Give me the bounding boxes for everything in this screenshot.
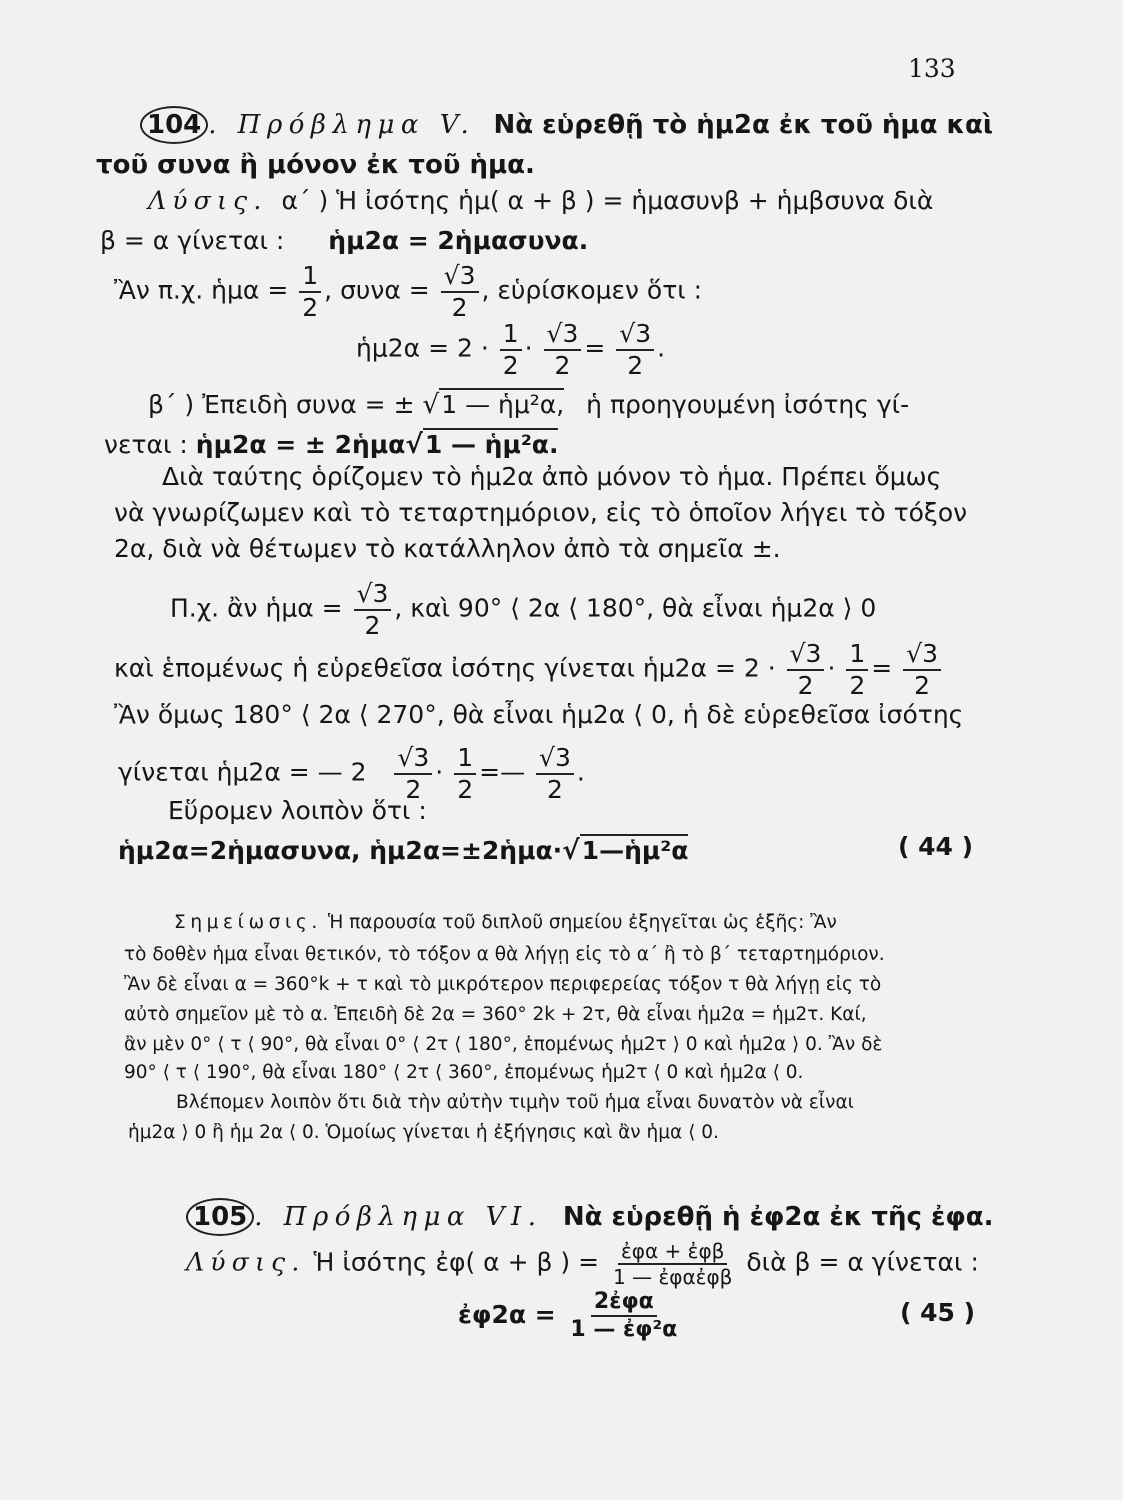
epomenos-line — [114, 640, 944, 699]
equals: = — [871, 653, 893, 683]
note-line-7: Βλέπομεν λοιπὸν ὅτι διὰ τὴν αὐτὴν τιμὴν τοῦ ἡμα εἶναι δυνατὸν νὰ εἶναι — [176, 1092, 854, 1113]
problem-statement-cont: τοῦ συνα ἢ μόνον ἐκ τοῦ ἡμα. — [96, 150, 535, 180]
part-b-line-1 — [148, 392, 909, 418]
px-intro: Π.χ. ἂν ἡμα = — [170, 593, 343, 623]
example-line — [114, 262, 702, 321]
fraction-denominator: 1 — ἐφαἐφβ — [613, 1265, 733, 1289]
solution-line-2 — [100, 228, 588, 253]
fraction-numerator: ἐφα + ἐφβ — [618, 1240, 727, 1265]
result-radicand: 1—ἡμ²α — [581, 836, 689, 865]
equals: = — [479, 757, 501, 787]
solution-line-1 — [148, 188, 933, 213]
radical-sign: √ — [422, 390, 440, 420]
page-number: 133 — [908, 54, 956, 83]
fraction-sqrt3-half: $\frac{√3}{2}$ — [787, 640, 825, 699]
fraction-sqrt3-half: $\frac{√3}{2}$ — [544, 320, 582, 379]
fraction-sqrt3-half: $\frac{√3}{2}$ — [354, 580, 392, 639]
ginetai-line — [118, 744, 585, 803]
note-line-2: τὸ δοθὲν ἡμα εἶναι θετικόν, τὸ τόξον α θὰ λήγῃ εἰς τὸ α΄ ἢ τὸ β΄ τεταρτημόριον. — [124, 944, 885, 965]
ginetai-text: γίνεται ἡμ2α = — 2 — [118, 757, 367, 787]
tangent-double-formula — [458, 1290, 683, 1342]
radical-sign: √ — [562, 836, 580, 866]
problem-statement: Νὰ εὑρεθῇ τὸ ἡμ2α ἐκ τοῦ ἡμα καὶ — [493, 110, 993, 140]
tangent-sum-fraction — [610, 1240, 735, 1288]
part-b-cont: ἡ προηγουμένη ἰσότης γί- — [586, 390, 910, 419]
formula-numerator: 2ἐφα — [591, 1290, 657, 1317]
double-angle-plusminus: ἡμ2α = ± 2ἡμα — [195, 430, 406, 459]
fraction-one-half: $\frac{1}{2}$ — [299, 262, 321, 321]
dot: · — [827, 653, 836, 683]
note-line-5: ἂν μὲν 0° ⟨ τ ⟨ 90°, θὰ εἶναι 0° ⟨ 2τ ⟨ 180°, ἑπομένως ἡμ2τ ⟩ 0 καὶ ἡμ2α ⟩ 0. Ἂν δὲ — [124, 1034, 883, 1055]
problem-title: . Πρόβλημα VI. — [254, 1202, 543, 1232]
radicand: 1 — ἡμ²α, — [441, 390, 565, 419]
equals: = — [584, 333, 606, 363]
epomenos-text: καὶ ἑπομένως ἡ εὑρεθεῖσα ἰσότης γίνεται ἡμ2α = 2 · — [114, 653, 776, 683]
note-line-8: ἡμ2α ⟩ 0 ἢ ἡμ 2α ⟨ 0. Ὁμοίως γίνεται ἡ ἐξήγησις καὶ ἂν ἡμα ⟨ 0. — [128, 1122, 719, 1143]
problem-number-circled: 104 — [140, 106, 208, 144]
note-line-3: Ἂν δὲ εἶναι α = 360°k + τ καὶ τὸ μικρότερον περιφερείας τόξον τ θὰ λήγῃ εἰς τὸ — [124, 974, 882, 995]
dot: · — [435, 757, 444, 787]
example-mid: , συνα = — [324, 275, 430, 305]
example-intro: Ἂν π.χ. ἡμα = — [114, 275, 289, 305]
problem-number-circled: 105 — [186, 1198, 254, 1236]
note-line-6: 90° ⟨ τ ⟨ 190°, θὰ εἶναι 180° ⟨ 2τ ⟨ 360°, ἑπομένως ἡμ2τ ⟨ 0 καὶ ἡμ2α ⟨ 0. — [124, 1062, 804, 1083]
dot: · — [524, 333, 533, 363]
note-label: Σημείωσις. — [174, 912, 322, 933]
part-a-text: α΄ ) Ἡ ἰσότης ἡμ( α + β ) = ἡμασυνβ + ἡμβσυνα διὰ — [281, 186, 934, 215]
problem-title: . Πρόβλημα V. — [208, 110, 476, 140]
part-b-text: β΄ ) Ἐπειδὴ συνα = ± — [148, 390, 415, 419]
px-condition: , καὶ 90° ⟨ 2α ⟨ 180°, θὰ εἶναι ἡμ2α ⟩ 0 — [394, 593, 877, 623]
calc-line — [356, 320, 665, 379]
example-end: , εὑρίσκομεν ὅτι : — [481, 275, 703, 305]
minus: — — [500, 757, 526, 787]
result-formulas: ἡμ2α=2ἡμασυνα, ἡμ2α=±2ἡμα· — [118, 836, 563, 865]
equation-number-45: ( 45 ) — [900, 1298, 976, 1327]
formula-fraction — [567, 1290, 680, 1342]
fraction-sqrt3-half: $\frac{√3}{2}$ — [536, 744, 574, 803]
formula-lhs: ἐφ2α = — [458, 1300, 556, 1330]
note-line-4: αὐτὸ σημεῖον μὲ τὸ α. Ἐπειδὴ δὲ 2α = 360° 2k + 2τ, θὰ εἶναι ἡμ2α = ἡμ2τ. Καί, — [124, 1004, 867, 1025]
result-line — [118, 838, 688, 864]
fraction-sqrt3-half: $\frac{√3}{2}$ — [441, 262, 479, 321]
solution-text: Ἡ ἰσότης ἐφ( α + β ) = — [313, 1247, 600, 1277]
fraction-one-half: $\frac{1}{2}$ — [846, 640, 868, 699]
part-b-ginetai: νεται : — [104, 430, 188, 459]
an-omos-line: Ἂν ὅμως 180° ⟨ 2α ⟨ 270°, θὰ εἶναι ἡμ2α ⟨ 0, ἡ δὲ εὑρεθεῖσα ἰσότης — [114, 700, 964, 729]
px-example-line — [170, 580, 876, 639]
solution-label: Λύσις. — [148, 186, 268, 215]
double-angle-sine: ἡμ2α = 2ἡμασυνα. — [328, 226, 589, 255]
radicand-bold: 1 — ἡμ²α. — [424, 430, 559, 459]
fraction-one-half: $\frac{1}{2}$ — [500, 320, 522, 379]
solution-cont: διὰ β = α γίνεται : — [746, 1247, 979, 1277]
period: . — [657, 333, 666, 363]
euromen-line: Εὕρομεν λοιπὸν ὅτι : — [168, 796, 427, 825]
problem-105-heading — [186, 1198, 994, 1236]
paragraph-line-1: Διὰ ταύτης ὁρίζομεν τὸ ἡμ2α ἀπὸ μόνον τὸ ἡμα. Πρέπει ὅμως — [162, 462, 942, 491]
period: . — [576, 757, 585, 787]
formula-denominator: 1 — ἐφ²α — [570, 1317, 678, 1343]
fraction-sqrt3-half: $\frac{√3}{2}$ — [394, 744, 432, 803]
fraction-sqrt3-half: $\frac{√3}{2}$ — [903, 640, 941, 699]
part-b-line-2 — [104, 432, 558, 458]
problem-105-solution — [186, 1240, 979, 1288]
equation-number-44: ( 44 ) — [898, 832, 974, 861]
fraction-sqrt3-half: $\frac{√3}{2}$ — [616, 320, 654, 379]
problem-statement: Νὰ εὑρεθῇ ἡ ἐφ2α ἐκ τῆς ἐφα. — [562, 1202, 994, 1232]
calc-lhs: ἡμ2α = 2 · — [356, 333, 489, 363]
problem-104-heading — [140, 106, 993, 144]
fraction-one-half: $\frac{1}{2}$ — [454, 744, 476, 803]
radical-sign: √ — [405, 430, 423, 460]
note-text-1: Ἡ παρουσία τοῦ διπλοῦ σημείου ἐξηγεῖται ὡς ἑξῆς: Ἂν — [327, 912, 837, 933]
paragraph-line-3: 2α, διὰ νὰ θέτωμεν τὸ κατάλληλον ἀπὸ τὰ σημεῖα ±. — [114, 534, 781, 563]
note-line-1 — [174, 914, 837, 933]
part-a-condition: β = α γίνεται : — [100, 226, 285, 255]
paragraph-line-2: νὰ γνωρίζωμεν καὶ τὸ τεταρτημόριον, εἰς τὸ ὁποῖον λήγει τὸ τόξον — [114, 498, 968, 527]
solution-label: Λύσις. — [186, 1247, 306, 1277]
